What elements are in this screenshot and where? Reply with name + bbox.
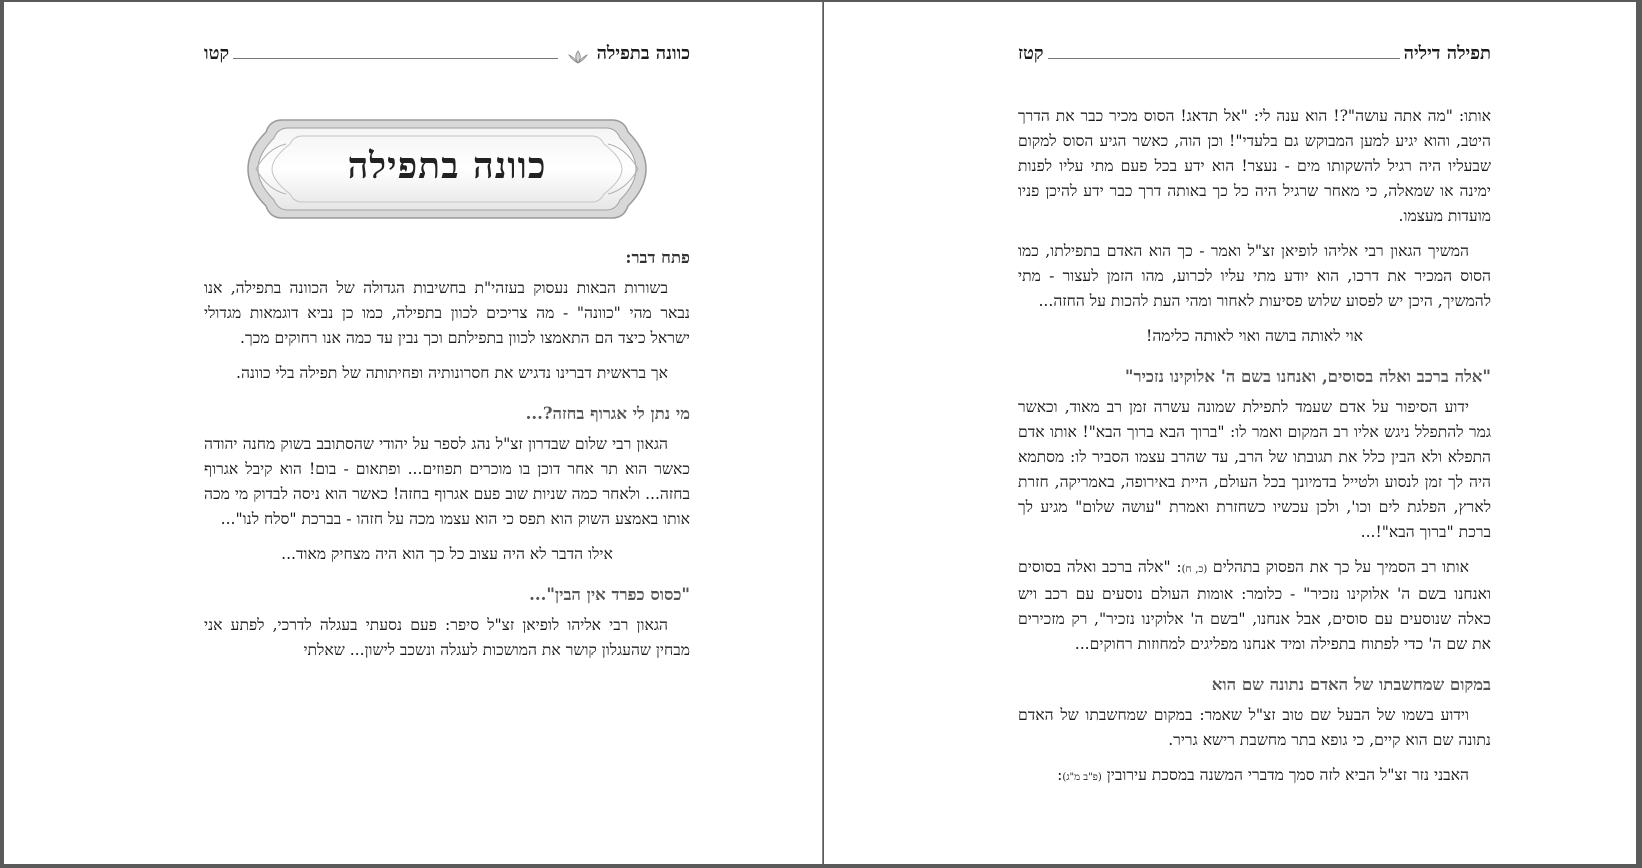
left-page-content — [204, 40, 690, 673]
section-heading: מי נתן לי אגרוף בחזה?... — [525, 404, 690, 423]
paragraph: הגאון רבי שלום שבדרון זצ"ל נהג לספר על יהודי שהסתובב בשוק מחנה יהודה כאשר הוא תר אחר דוכן בו מוכרים תפוזים... ופתאום - בום! הוא קיבל אגרוף בחזה... ולאחר כמה שניות שוב פעם אגרוף בחזה! כאשר הוא ניסה לבדוק מי מכה אותו באמצע השוק הוא תפס כי הוא עצמו מכה על חזהו - בברכת "סלח לנו"... — [204, 435, 690, 528]
paragraph: וידוע בשמו של הבעל שם טוב זצ"ל שאמר: במקום שמחשבתו של האדם נתונה שם הוא קיים, כי גופא בתר מחשבת רישא גריר. — [1018, 706, 1491, 749]
right-page-content — [1018, 40, 1491, 800]
source-reference: (כ, ח) — [1181, 564, 1208, 575]
page-number: קטו — [204, 43, 230, 64]
chapter-title: כוונה בתפילה — [347, 145, 547, 187]
running-head-rule — [233, 58, 558, 59]
paragraph: אך בראשית דברינו נדגיש את חסרונותיה ופחיתותה של תפילה בלי כוונה. — [236, 364, 668, 382]
chapter-title-frame — [242, 114, 652, 224]
paragraph: בשורות הבאות נעסוק בעזהי"ת בחשיבות הגדולה של הכוונה בתפילה, אנו נבאר מהי "כוונה" - מה צריכים לכוון בתפילה, כמו כן נביא דוגמאות מגדולי ישראל כיצד הם התאמצו לכוון בתפילתם וכך נבין עד כמה אנו רחוקים מכך. — [204, 279, 690, 347]
running-head-title: תפילה דיליה — [1403, 43, 1491, 64]
section-heading: "כסוס כפרד אין הבין"... — [529, 585, 690, 604]
left-page — [4, 2, 823, 864]
text-span: : "אלה ברכב ואלה בסוסים ואנחנו בשם ה' אלוקינו נזכיר" - כלומר: אומות העולם נוסעים עם רכב ויש כאלה שנוסעים עם סוסים, אבל אנחנו, "בשם ה' אלוקינו נזכיר", רק מזכירים את שם ה' כדי לפתוח בתפילה ומיד אנחנו מפליגים למחוזות רחוקים... — [1018, 558, 1491, 653]
paragraph: הגאון רבי אליהו לופיאן זצ"ל סיפר: פעם נסעתי בעגלה לדרכי, לפתע אני מבחין שהעגלון קושר את המושכות לעגלה ונשכב לישון... שאלתי — [204, 616, 690, 659]
running-head-right — [1018, 40, 1491, 64]
intro-heading: פתח דבר: — [625, 248, 690, 267]
lotus-ornament-icon — [566, 50, 590, 64]
running-head-left — [204, 40, 690, 64]
text-span: האבני נזר זצ"ל הביא לזה סמך מדברי המשנה במסכת עירובין — [1106, 766, 1469, 784]
source-reference: (פ"ב מ"ג) — [1062, 772, 1102, 783]
paragraph: ידוע הסיפור על אדם שעמד לתפילת שמונה עשרה זמן רב מאוד, וכאשר גמר להתפלל ניגש אליו רב המקום ואמר לו: "ברוך הבא ברוך הבא"! אותו אדם התפלא ולא הבין כלל את תגובתו של הרב, עד שהרב עצמו הסביר לו: מסתמא היה לך זמן לנסוע ולטייל בדמיונך בכל העולם, היית באירופה, באמריקה, חזרת לארץ, הפלגת לים וכו', ולכן עכשיו כשחזרת ואמרת "עושה שלום" מגיע לך ברכת "ברוך הבא"!... — [1018, 398, 1491, 541]
paragraph — [1018, 763, 1491, 790]
paragraph: אוי לאותה בושה ואוי לאותה כלימה! — [1146, 327, 1363, 345]
page-number: קטז — [1018, 43, 1044, 64]
right-page — [824, 2, 1636, 864]
text-span: אותו רב הסמיך על כך את הפסוק בתהלים — [1212, 558, 1469, 576]
paragraph: המשיך הגאון רבי אליהו לופיאן זצ"ל ואמר - כך הוא האדם בתפילתו, כמו הסוס המכיר את דרכו, הוא יודע מתי עליו לכרוע, מהו הזמן לעצור - מתי להמשיך, היכן יש לפסוע שלוש פסיעות לאחור ומהי העת להכות על החזה... — [1018, 242, 1491, 310]
section-heading: במקום שמחשבתו של האדם נתונה שם הוא — [1211, 675, 1491, 694]
running-head-rule — [1048, 58, 1400, 59]
running-head-title: כוונה בתפילה — [596, 43, 690, 64]
text-span: : — [1057, 766, 1063, 784]
running-head-title-wrap — [562, 43, 690, 64]
paragraph: אותו: "מה אתה עושה"?! הוא ענה לי: "אל תדאג! הסוס מכיר כבר את הדרך היטב, והוא יגיע למען המבוקש גם בלעדי"! וכן הוה, כאשר הגיע הסוס למקום שבעליו היה רגיל להשקותו מים - נעצר! הוא ידע בכל פעם מתי עליו לפנות ימינה או שמאלה, כי מאחר שרגיל היה כל כך באותה דרך כבר ידע להיכן פניו מועדות מעצמו. — [1018, 107, 1491, 225]
paragraph — [1018, 555, 1491, 657]
paragraph: אילו הדבר לא היה עצוב כל כך הוא היה מצחיק מאוד... — [281, 545, 613, 563]
section-heading: "אלה ברכב ואלה בסוסים, ואנחנו בשם ה' אלוקינו נזכיר" — [1124, 367, 1491, 386]
